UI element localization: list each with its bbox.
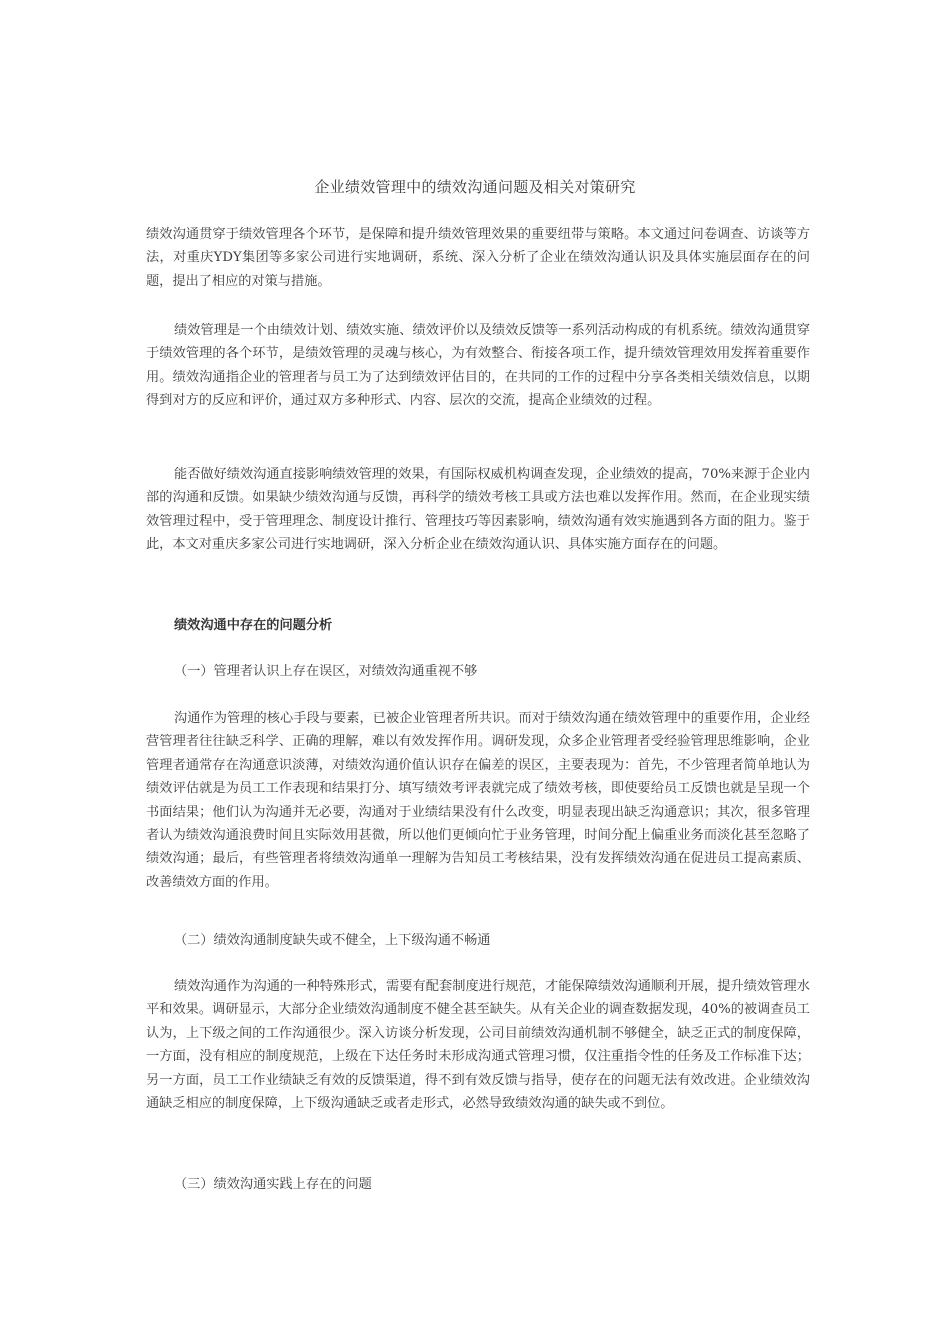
subsection-body-1: 沟通作为管理的核心手段与要素，已被企业管理者所共识。而对于绩效沟通在绩效管理中的重要作用，企业经营管理者往往缺乏科学、正确的理解，难以有效发挥作用。调研发现，众多企业管理者受经验管理思维影响，企业管理者通常存在沟通意识淡薄，对绩效沟通价值认识存在偏差的误区，主要表现为：首先，不少管理者简单地认为绩效评估就是为员工工作表现和结果打分、填写绩效考评表就完成了绩效考核，即使要给员工反馈也就是呈现一个书面结果；他们认为沟通并无必要，沟通对于业绩结果没有什么改变，明显表现出缺乏沟通意识；其次，很多管理者认为绩效沟通浪费时间且实际效用甚微，所以他们更倾向忙于业务管理，时间分配上偏重业务而淡化甚至忽略了绩效沟通；最后，有些管理者将绩效沟通单一理解为告知员工考核结果，没有发挥绩效沟通在促进员工提高素质、改善绩效方面的作用。 (146, 711, 810, 890)
subsection-heading-1: （一）管理者认识上存在误区，对绩效沟通重视不够 (174, 664, 478, 679)
section-heading: 绩效沟通中存在的问题分析 (174, 618, 333, 633)
intro-paragraph-1: 绩效管理是一个由绩效计划、绩效实施、绩效评价以及绩效反馈等一系列活动构成的有机系统。绩效沟通贯穿于绩效管理的各个环节，是绩效管理的灵魂与核心，为有效整合、衔接各项工作，提升绩效管理效用发挥着重要作用。绩效沟通指企业的管理者与员工为了达到绩效评估目的，在共同的工作的过程中分享各类相关绩效信息，以期得到对方的反应和评价，通过双方多种形式、内容、层次的交流，提高企业绩效的过程。 (146, 323, 810, 409)
document-title: 企业绩效管理中的绩效沟通问题及相关对策研究 (314, 178, 636, 196)
subsection-heading-3: （三）绩效沟通实践上存在的问题 (174, 1177, 372, 1192)
abstract-paragraph: 绩效沟通贯穿于绩效管理各个环节，是保障和提升绩效管理效果的重要纽带与策略。本文通过问卷调查、访谈等方法，对重庆YDY集团等多家公司进行实地调研，系统、深入分析了企业在绩效沟通认识及具体实施层面存在的问题，提出了相应的对策与措施。 (146, 227, 810, 289)
subsection-heading-2: （二）绩效沟通制度缺失或不健全，上下级沟通不畅通 (174, 933, 491, 948)
subsection-body-2: 绩效沟通作为沟通的一种特殊形式，需要有配套制度进行规范，才能保障绩效沟通顺利开展，提升绩效管理水平和效果。调研显示，大部分企业绩效沟通制度不健全甚至缺失。从有关企业的调查数据发现，40%的被调查员工认为，上下级之间的工作沟通很少。深入访谈分析发现，公司目前绩效沟通机制不够健全，缺乏正式的制度保障，一方面，没有相应的制度规范，上级在下达任务时未形成沟通式管理习惯，仅注重指令性的任务及工作标准下达；另一方面，员工工作业绩缺乏有效的反馈渠道，得不到有效反馈与指导，使存在的问题无法有效改进。企业绩效沟通缺乏相应的制度保障，上下级沟通缺乏或者走形式，必然导致绩效沟通的缺失或不到位。 (146, 979, 810, 1112)
intro-paragraph-2: 能否做好绩效沟通直接影响绩效管理的效果，有国际权威机构调查发现，企业绩效的提高，70%来源于企业内部的沟通和反馈。如果缺少绩效沟通与反馈，再科学的绩效考核工具或方法也难以发挥作用。然而，在企业现实绩效管理过程中，受于管理理念、制度设计推行、管理技巧等因素影响，绩效沟通有效实施遇到各方面的阻力。鉴于此，本文对重庆多家公司进行实地调研，深入分析企业在绩效沟通认识、具体实施方面存在的问题。 (146, 467, 810, 553)
